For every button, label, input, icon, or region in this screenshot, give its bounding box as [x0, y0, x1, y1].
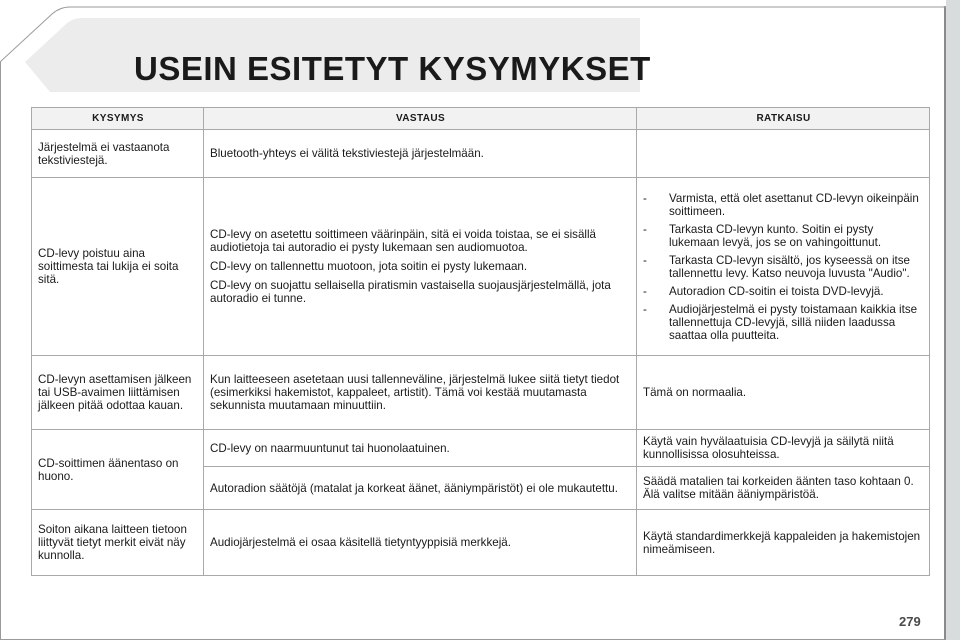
question-text: CD-levyn asettamisen jälkeen tai USB-avaimen liittämisen jälkeen pitää odottaa kauan.: [38, 373, 192, 412]
answer-cell: [204, 430, 637, 467]
answer-cell: [204, 467, 637, 510]
answer-text: Bluetooth-yhteys ei välitä tekstiviestejä järjestelmään.: [210, 147, 484, 160]
answer-text: Kun laitteeseen asetetaan uusi tallenneväline, järjestelmä lukee siitä tietyt tiedot (esimerkiksi hakemistot, kappaleet, artistit). Tämä voi kestää muutamasta sekunnista muutamaan minuuttiin.: [210, 373, 620, 412]
column-header-answer: VASTAUS: [204, 108, 637, 130]
solution-text: Käytä vain hyvälaatuisia CD-levyjä ja säilytä niitä kunnollisissa olosuhteissa.: [643, 435, 894, 461]
question-text: Järjestelmä ei vastaanota tekstiviestejä.: [38, 140, 170, 167]
answer-text: Autoradion säätöjä (matalat ja korkeat äänet, ääniympäristöt) ei ole mukautettu.: [210, 481, 618, 495]
dash-marker: -: [643, 284, 647, 298]
page-margin-strip: [946, 0, 960, 640]
solution-list-item: [643, 223, 924, 249]
dash-marker: -: [643, 191, 647, 205]
question-text: CD-levy poistuu aina soittimesta tai lukija ei soita sitä.: [38, 247, 179, 286]
solution-list-item: [643, 254, 924, 280]
table-row: [32, 510, 930, 576]
solution-cell: [637, 130, 930, 178]
dash-marker: -: [643, 302, 647, 316]
dash-marker: -: [643, 222, 647, 236]
faq-table: [31, 107, 930, 576]
question-cell: [32, 510, 204, 576]
answer-text: Audiojärjestelmä ei osaa käsitellä tietyntyyppisiä merkkejä.: [210, 536, 511, 549]
solution-text: Säädä matalien tai korkeiden äänten taso kohtaan 0. Älä valitse mitään ääniympäristöä.: [643, 475, 914, 501]
column-header-question: KYSYMYS: [32, 108, 204, 130]
solution-text: Varmista, että olet asettanut CD-levyn oikeinpäin soittimeen.: [669, 191, 919, 218]
solution-text: Autoradion CD-soitin ei toista DVD-levyjä.: [669, 284, 884, 298]
solution-text: Audiojärjestelmä ei pysty toistamaan kaikkia itse tallennettuja CD-levyjä, sillä niiden laadussa saattaa olla puutteita.: [669, 302, 918, 342]
table-header-row: [32, 108, 930, 130]
answer-cell: [204, 510, 637, 576]
question-cell: [32, 356, 204, 430]
solution-cell: [637, 430, 930, 467]
question-cell: [32, 130, 204, 178]
table-row: [32, 178, 930, 356]
answer-cell: [204, 178, 637, 356]
table-row: [32, 430, 930, 467]
answer-text: CD-levy on naarmuuntunut tai huonolaatuinen.: [210, 441, 450, 455]
page-number: 279: [899, 614, 921, 629]
column-header-solution: RATKAISU: [637, 108, 930, 130]
page-title: USEIN ESITETYT KYSYMYKSET: [134, 50, 651, 87]
solution-text: Käytä standardimerkkejä kappaleiden ja hakemistojen nimeämiseen.: [643, 529, 921, 556]
question-cell: [32, 430, 204, 510]
solution-list-item: [643, 285, 924, 298]
solution-list-item: [643, 192, 924, 218]
question-cell: [32, 178, 204, 356]
solution-cell: [637, 356, 930, 430]
solution-text: Tämä on normaalia.: [643, 386, 747, 399]
answer-cell: [204, 130, 637, 178]
answer-text: CD-levy on tallennettu muotoon, jota soitin ei pysty lukemaan.: [210, 260, 528, 273]
solution-list-item: [643, 303, 924, 342]
answer-text: CD-levy on suojattu sellaisella piratismin vastaisella suojausjärjestelmällä, jota autoradio ei tunne.: [210, 279, 611, 305]
solution-text: Tarkasta CD-levyn kunto. Soitin ei pysty lukemaan levyä, jos se on vahingoittunut.: [669, 222, 882, 249]
solution-cell: [637, 467, 930, 510]
dash-marker: -: [643, 253, 647, 267]
solution-text: Tarkasta CD-levyn sisältö, jos kyseessä on itse tallennettu levy. Katso neuvoja luvusta "Audio".: [669, 253, 910, 280]
table-row: [32, 130, 930, 178]
table-row: [32, 356, 930, 430]
solution-list: [643, 192, 924, 342]
question-text: Soiton aikana laitteen tietoon liittyvät tietyt merkit eivät näy kunnolla.: [38, 523, 187, 562]
answer-text: CD-levy on asetettu soittimeen väärinpäin, sitä ei voida toistaa, se ei sisällä audiotietoja tai autoradio ei pysty lukemaan sen audiomuotoa.: [210, 228, 597, 254]
solution-cell: [637, 178, 930, 356]
answer-cell: [204, 356, 637, 430]
solution-cell: [637, 510, 930, 576]
question-text: CD-soittimen äänentaso on huono.: [38, 456, 179, 483]
